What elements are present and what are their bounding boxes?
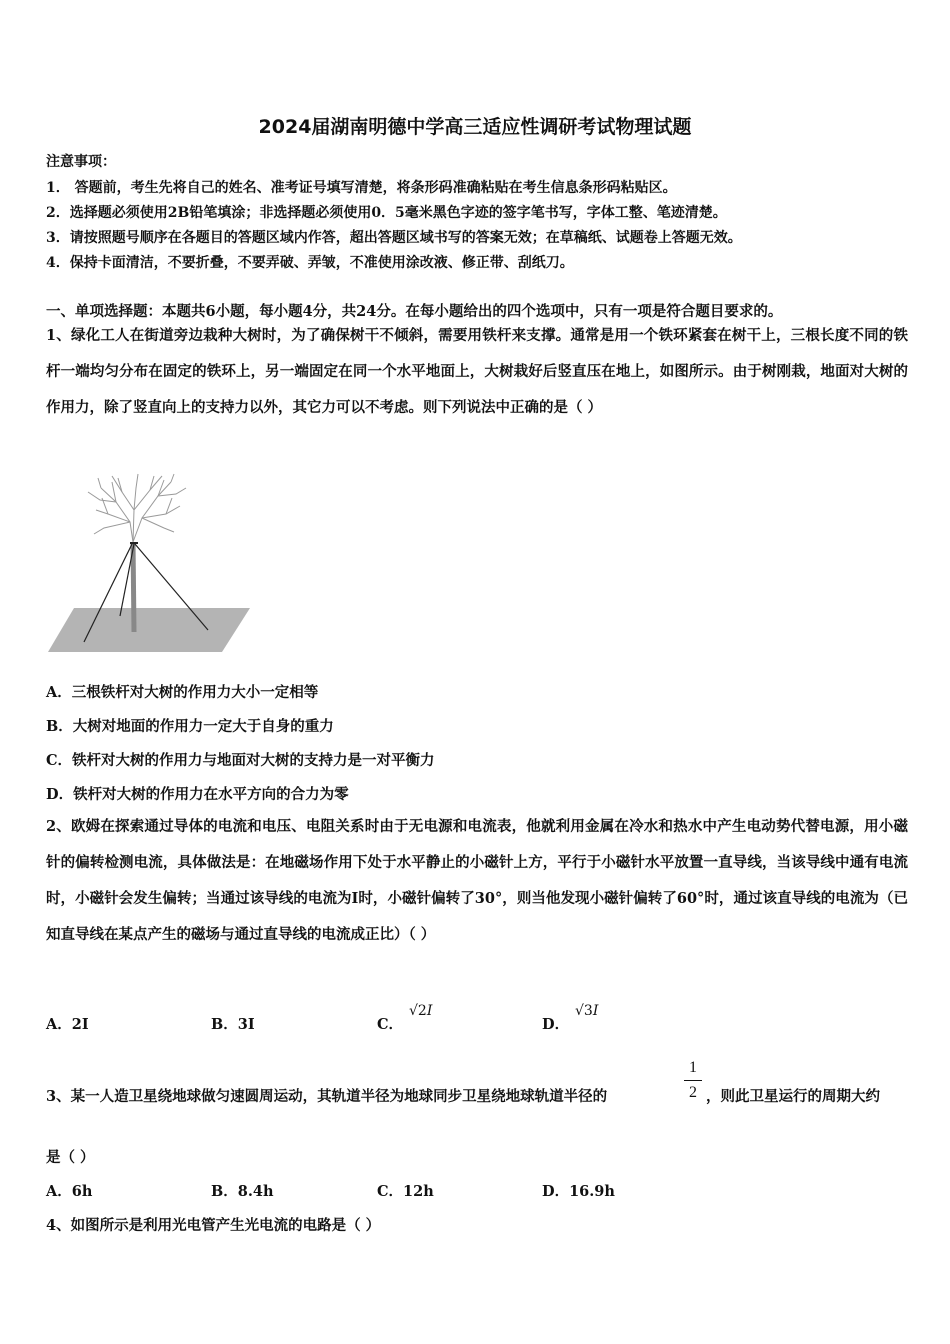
notice-item-2: 2．选择题必须使用2B铅笔填涂；非选择题必须使用0．5毫米黑色字迹的签字笔书写，字体工整、笔迹清楚。 [46,205,727,221]
question-2-stem: 2、欧姆在探索通过导体的电流和电压、电阻关系时由于无电源和电流表，他就利用金属在冷水和热水中产生电动势代替电源，用小磁针的偏转检测电流，具体做法是：在地磁场作用下处于水平静止的小磁针上方，平行于小磁针水平放置一直导线，当该导线中通有电流时，小磁针会发生偏转；当通过该导线的电流为I时，小磁针偏转了30°，则当他发现小磁针偏转了60°时，通过该直导线的电流为（已知直导线在某点产生的磁场与通过直导线的电流成正比）（ ） [46,818,908,943]
q1-option-b: B．大树对地面的作用力一定大于自身的重力 [46,718,334,735]
question-4-stem: 4、如图所示是利用光电管产生光电流的电路是（ ） [46,1217,381,1234]
tree-figure [46,470,256,655]
q1-option-d: D．铁杆对大树的作用力在水平方向的合力为零 [46,786,349,803]
notice-item-4: 4．保持卡面清洁，不要折叠，不要弄破、弄皱，不准使用涂改液、修正带、刮纸刀。 [46,255,574,271]
q2-option-d-value [575,1003,598,1019]
q2-option-d [542,1013,569,1034]
q2-option-a-value: 2I [71,1016,89,1033]
question-3-stem-c: 是（ ） [46,1149,95,1166]
q2-option-a [46,1013,89,1034]
q3-fraction [684,1058,702,1103]
question-1-stem: 1、绿化工人在街道旁边栽种大树时，为了确保树干不倾斜，需要用铁杆来支撑。通常是用一个铁环紧套在树干上，三根长度不同的铁杆一端均匀分布在固定的铁环上，另一端固定在同一个水平地面上，大树栽好后竖直压在地上，如图所示。由于树刚栽，地面对大树的作用力，除了竖直向上的支持力以外，其它力可以不考虑。则下列说法中正确的是（ ） [46,327,908,416]
notice-item-3: 3．请按照题号顺序在各题目的答题区域内作答，超出答题区域书写的答案无效；在草稿纸、试题卷上答题无效。 [46,230,742,246]
q3-option-d: D．16.9h [542,1183,615,1200]
q1-option-a: A．三根铁杆对大树的作用力大小一定相等 [46,684,319,701]
q2-option-b-label: B． [211,1016,238,1033]
q2-option-c-var: I [426,1003,433,1019]
section-heading: 一、单项选择题：本题共6小题，每小题4分，共24分。在每小题给出的四个选项中，只有一项是符合题目要求的。 [46,303,783,320]
notice-heading: 注意事项： [46,154,116,170]
q2-option-c [377,1013,403,1034]
q3-fraction-bar [684,1080,702,1081]
q2-option-a-label: A． [46,1016,72,1033]
notice-item-1: 1． 答题前，考生先将自己的姓名、准考证号填写清楚，将条形码准确粘贴在考生信息条形码粘贴区。 [46,180,677,196]
q2-option-c-value [409,1003,432,1019]
q2-option-d-sqrt: √3 [575,1003,593,1019]
q3-option-c: C．12h [377,1183,434,1200]
q2-option-c-label: C． [377,1016,404,1033]
question-3-stem-a: 3、某一人造卫星绕地球做匀速圆周运动，其轨道半径为地球同步卫星绕地球轨道半径的 [46,1088,608,1105]
q3-fraction-numerator: 1 [689,1059,697,1076]
q3-fraction-denominator: 2 [689,1084,697,1101]
q2-option-c-sqrt: √2 [409,1003,427,1019]
q2-option-d-label: D． [542,1016,570,1033]
page-title: 2024届湖南明德中学高三适应性调研考试物理试题 [258,116,692,138]
question-3-stem-b: ，则此卫星运行的周期大约 [706,1088,880,1105]
q2-option-b-value: 3I [237,1016,255,1033]
q1-option-c: C．铁杆对大树的作用力与地面对大树的支持力是一对平衡力 [46,752,435,769]
q2-option-d-var: I [592,1003,599,1019]
q3-option-a: A．6h [46,1183,93,1200]
q3-option-b: B．8.4h [211,1183,274,1200]
q2-option-b [211,1013,255,1034]
